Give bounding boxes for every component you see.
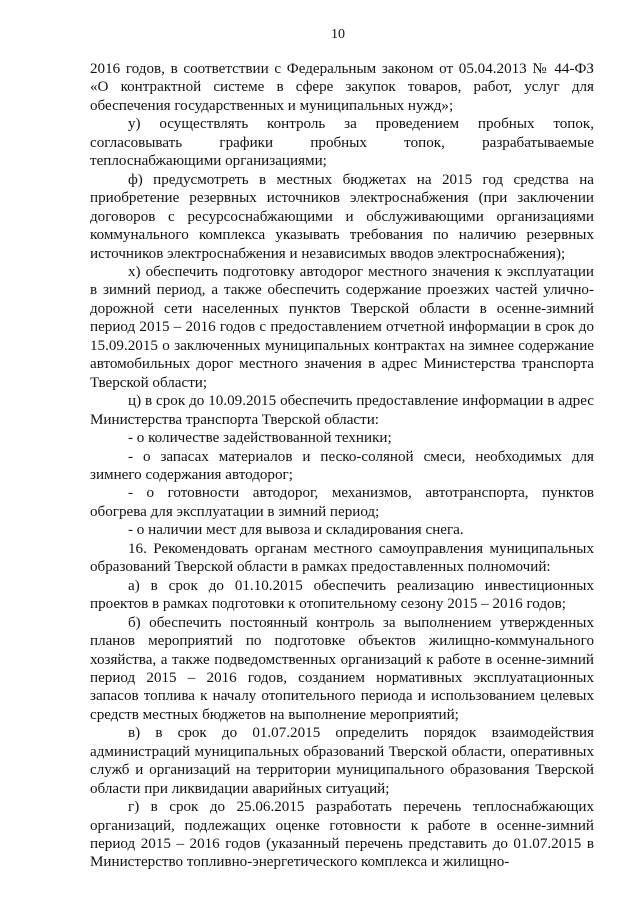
- paragraph: - о запасах материалов и песко-соляной смеси, необходимых для зимнего содержания автодорог;: [90, 448, 594, 483]
- paragraph: 2016 годов, в соответствии с Федеральным законом от 05.04.2013 № 44-ФЗ «О контрактной системе в сфере закупок товаров, работ, услуг для обеспечения государственных и муниципальных нужд»;: [90, 61, 594, 114]
- page-number: 10: [331, 27, 345, 42]
- paragraph: - о количестве задействованной техники;: [128, 430, 392, 447]
- paragraph: 16. Рекомендовать органам местного самоуправления муниципальных образований Тверской области в рамках предоставленных полномочий:: [90, 540, 594, 576]
- paragraph: ц) в срок до 10.09.2015 обеспечить предоставление информации в адрес Министерства транспорта Тверской области:: [90, 393, 594, 428]
- paragraph: - о наличии мест для вывоза и складирования снега.: [128, 522, 464, 539]
- body-text: [90, 60, 594, 872]
- paragraph: б) обеспечить постоянный контроль за выполнением утвержденных планов мероприятий по подготовке объектов жилищно-коммунального хозяйства, а также подведомственных организаций к работе в осенне-зимний период 2015 – 2016 годов, созданием нормативных эксплуатационных запасов топлива к началу отопительного периода и использованием целевых средств местных бюджетов на выполнение мероприятий;: [90, 614, 594, 723]
- paragraph: ф) предусмотреть в местных бюджетах на 2015 год средства на приобретение резервных источников электроснабжения (при заключении договоров с ресурсоснабжающими и обслуживающими организациями коммунального комплекса указывать требования по наличию резервных источников электроснабжения и независимых вводов электроснабжения);: [90, 171, 594, 262]
- paragraph: - о готовности автодорог, механизмов, автотранспорта, пунктов обогрева для эксплуатации в зимний период;: [90, 485, 594, 520]
- paragraph: х) обеспечить подготовку автодорог местного значения к эксплуатации в зимний период, а также обеспечить содержание проезжих частей улично-дорожной сети населенных пунктов Тверской области в осенне-зимний период 2015 – 2016 годов с предоставлением отчетной информации в срок до 15.09.2015 о заключенных муниципальных контрактах на зимнее содержание автомобильных дорог местного значения в адрес Министерства транспорта Тверской области;: [90, 263, 594, 391]
- paragraph: г) в срок до 25.06.2015 разработать перечень теплоснабжающих организаций, подлежащих оценке готовности к работе в осенне-зимний период 2015 – 2016 годов (указанный перечень представить до 01.07.2015 в Министерство топливно-энергетического комплекса и жилищно-: [90, 799, 594, 871]
- paragraph: в) в срок до 01.07.2015 определить порядок взаимодействия администраций муниципальных образований Тверской области, оперативных служб и организаций на территории муниципального образования Тверской области при ликвидации аварийных ситуаций;: [90, 725, 594, 797]
- paragraph: а) в срок до 01.10.2015 обеспечить реализацию инвестиционных проектов в рамках подготовки к отопительному сезону 2015 – 2016 годов;: [90, 577, 594, 613]
- paragraph: у) осуществлять контроль за проведением пробных топок, согласовывать графики пробных топок, разрабатываемые теплоснабжающими организациями;: [90, 116, 594, 170]
